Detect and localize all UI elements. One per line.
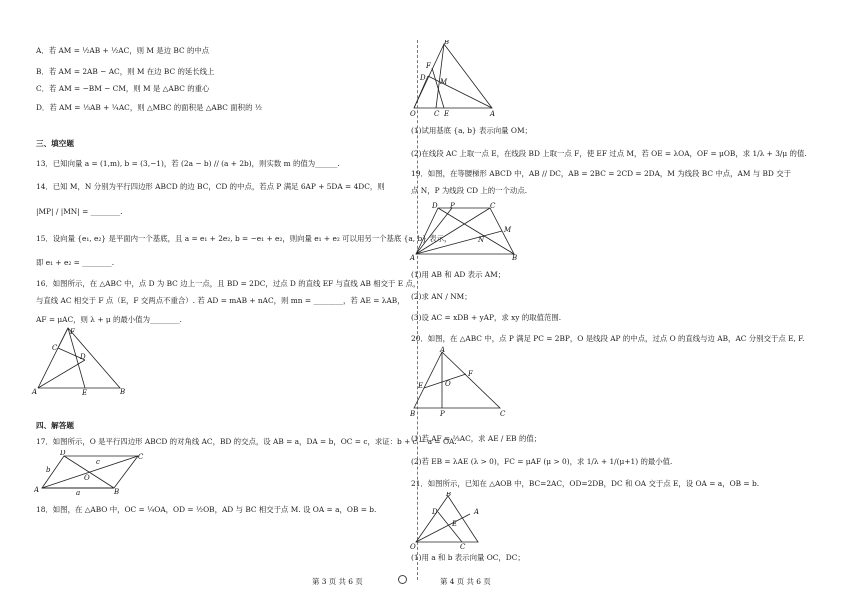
q18-part-2: (2)在线段 AC 上取一点 E，在线段 BD 上取一点 F，使 EF 过点 M，若 OE = λOA，OF = μOB，求 1/λ + 3/μ 的值. xyxy=(411,149,807,158)
question-16-line3: AF = μAC，则 λ + μ 的最小值为________. xyxy=(36,315,182,324)
label-p: P xyxy=(440,410,445,418)
option-c: C．若 AM = −BM − CM，则 M 是 △ABC 的重心 xyxy=(36,84,210,93)
label-b: B xyxy=(120,388,126,396)
figure-q16 xyxy=(30,326,130,396)
center-circle-icon xyxy=(398,575,407,584)
question-21: 21．如图所示，已知在 △AOB 中，BC=2AC，OD=2DB，DC 和 OA 交于点 E，设 OA = a，OB = b. xyxy=(411,479,760,488)
question-18: 18．如图，在 △ABO 中，OC = ¼OA，OD = ½OB，AD 与 BC 相交于点 M. 设 OA = a，OB = b. xyxy=(36,505,377,514)
question-14: 14．已知 M，N 分别为平行四边形 ABCD 的边 BC，CD 的中点，若点 P 满足 6AP + 5DA = 4DC，则 xyxy=(36,182,385,191)
label-b: B xyxy=(512,254,518,262)
question-17: 17．如图所示，O 是平行四边形 ABCD 的对角线 AC，BD 的交点，设 AB = a，DA = b，OC = c，求证：b + c − a = OA. xyxy=(36,437,457,446)
label-vec-a: a xyxy=(76,489,81,496)
label-n: N xyxy=(478,236,485,244)
label-d: D xyxy=(432,202,438,210)
option-b: B．若 AM = 2AB − AC，则 M 在边 BC 的延长线上 xyxy=(36,67,215,76)
label-m: M xyxy=(440,78,448,86)
label-b: B xyxy=(410,410,416,418)
label-f: F xyxy=(468,370,473,378)
footer-right: 第 4 页 共 6 页 xyxy=(440,577,491,586)
figure-q20 xyxy=(408,346,508,418)
label-b: b xyxy=(46,466,51,474)
label-b: B xyxy=(444,40,450,46)
label-d: D xyxy=(80,353,86,361)
label-a: A xyxy=(440,346,446,354)
q21-part-1: (1)用 a 和 b 表示向量 OC，DC； xyxy=(411,553,525,562)
q19-part-3: (3)设 AC = xDB + yAP，求 xy 的取值范围. xyxy=(411,313,562,322)
q19-part-2: (2)求 AN / NM； xyxy=(411,292,472,301)
q18-part-1: (1)试用基底 {a, b} 表示向量 OM； xyxy=(411,126,532,135)
footer-left: 第 3 页 共 6 页 xyxy=(312,577,363,586)
label-c: C xyxy=(434,110,440,116)
label-o: O xyxy=(410,543,416,551)
q20-part-1: (1)若 AF = ⅔AC，求 AE / EB 的值； xyxy=(411,434,542,443)
label-o: O xyxy=(84,474,90,482)
question-15: 15．设向量 {e₁, e₂} 是平面内一个基底，且 a = e₁ + 2e₂, b = −e₁ + e₂，则向量 e₁ + e₂ 可以用另一个基底 {a, b} 表示， xyxy=(36,234,452,243)
label-c: C xyxy=(460,543,466,551)
label-a: A xyxy=(32,388,38,396)
label-d: D xyxy=(420,74,426,82)
label-m: M xyxy=(504,226,512,234)
label-a: A xyxy=(410,254,416,262)
q20-part-2: (2)若 EB = λAE (λ > 0)，FC = μAF (μ > 0)，求 1/λ + 1/(μ+1) 的最小值. xyxy=(411,457,673,466)
label-d: D xyxy=(432,508,438,516)
label-a: A xyxy=(474,508,480,516)
label-a: A xyxy=(34,486,40,494)
label-f: F xyxy=(70,328,75,336)
label-e: E xyxy=(444,110,450,116)
label-b: B xyxy=(446,492,452,498)
question-19-line2: 点 N，P 为线段 CD 上的一个动点. xyxy=(411,186,528,195)
question-15-answer: 即 e₁ + e₂ = ________. xyxy=(36,258,115,267)
label-p: P xyxy=(450,202,455,210)
option-d: D．若 AM = ⅓AB + ¼AC，则 △MBC 的面积是 △ABC 面积的 ½ xyxy=(36,103,262,112)
question-16: 16．如图所示，在 △ABC 中，点 D 为 BC 边上一点，且 BD = 2DC，过点 D 的直线 EF 与直线 AB 相交于 E 点， xyxy=(36,279,421,288)
section-fill-in: 三、填空题 xyxy=(36,139,74,148)
label-c: C xyxy=(500,410,506,418)
label-a: A xyxy=(490,110,496,116)
figure-q18 xyxy=(406,40,498,116)
label-e: E xyxy=(418,382,424,390)
section-answer: 四、解答题 xyxy=(36,421,74,430)
label-e: E xyxy=(82,389,88,396)
figure-q17 xyxy=(34,450,144,496)
label-e: E xyxy=(452,520,458,528)
option-a: A．若 AM = ½AB + ½AC，则 M 是边 BC 的中点 xyxy=(36,46,210,55)
label-c: C xyxy=(138,453,144,461)
question-13: 13．已知向量 a = (1,m), b = (3,−1)，若 (2a − b) // (a + 2b)，则实数 m 的值为______. xyxy=(36,159,340,168)
q19-part-1: (1)用 AB 和 AD 表示 AM； xyxy=(411,270,506,279)
label-f: F xyxy=(426,62,431,70)
question-20: 20．如图，在 △ABC 中，点 P 满足 PC = 2BP，O 是线段 AP 的中点，过点 O 的直线与边 AB，AC 分别交于点 E, F. xyxy=(411,334,805,343)
label-o: O xyxy=(445,380,451,388)
question-16-line2: 与直线 AC 相交于 F 点（E，F 交两点不重合）. 若 AD = mAB + nAC，则 mn = ________，若 AE = λAB， xyxy=(36,296,405,305)
label-bb: B xyxy=(114,488,120,496)
figure-q19 xyxy=(408,202,518,262)
label-o: O xyxy=(410,110,416,116)
label-vec-c: c xyxy=(96,458,100,466)
label-c: C xyxy=(490,202,496,210)
question-19: 19．如图，在等腰梯形 ABCD 中，AB // DC，AB = 2BC = 2CD = 2DA，M 为线段 BC 中点，AM 与 BD 交于 xyxy=(411,169,791,178)
question-14-answer: |MP| / |MN| = ________. xyxy=(36,207,123,216)
figure-q21 xyxy=(408,492,488,552)
label-c: C xyxy=(52,344,58,352)
label-d: D xyxy=(60,450,66,457)
